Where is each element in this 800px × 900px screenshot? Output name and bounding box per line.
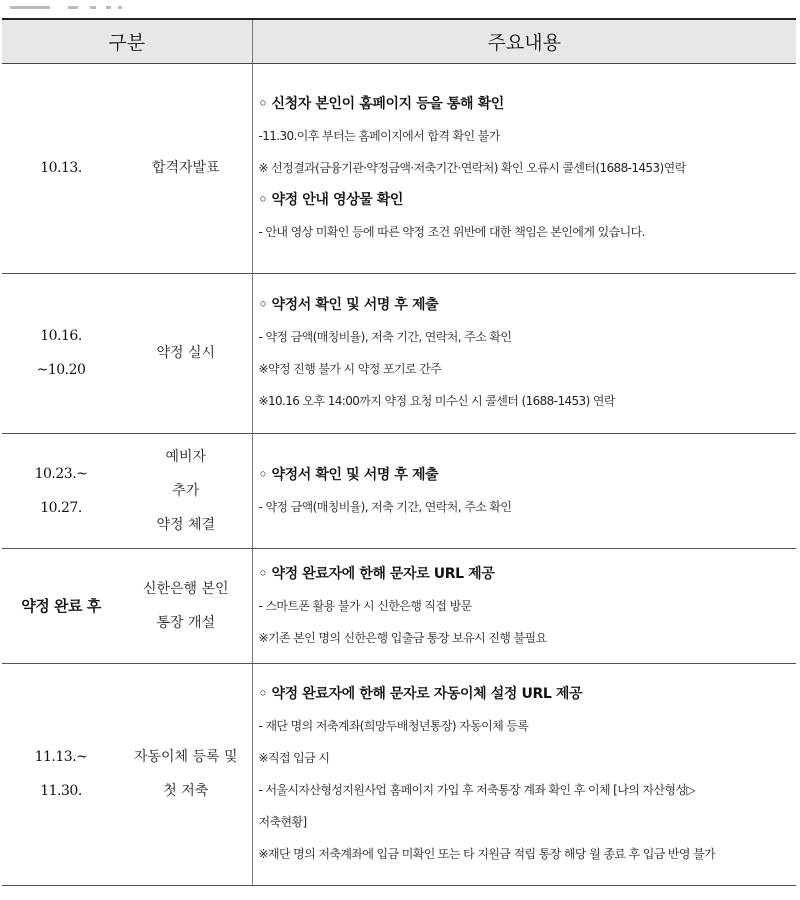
type-text: 자동이체 등록 및 [133, 749, 238, 765]
period-text: 10.16. [40, 328, 82, 344]
content-line: - 안내 영상 미확인 등에 따른 약정 조건 위반에 대한 책임은 본인에게 있습니다. [258, 225, 645, 239]
period-cell [2, 273, 120, 433]
period-text: 10.23.~ [34, 465, 88, 482]
period-cell [2, 663, 120, 885]
top-scrap-marks [10, 4, 150, 14]
period-cell [2, 63, 120, 273]
type-cell [120, 433, 252, 548]
content-line: -11.30.이후 부터는 홈페이지에서 합격 확인 불가 [258, 129, 500, 143]
header-category: 구분 [2, 19, 252, 63]
content-line: - 스마트폰 활용 불가 시 신한은행 직접 방문 [258, 598, 472, 613]
content-heading: ◦ 약정 완료자에 한해 문자로 URL 제공 [258, 565, 495, 582]
content-heading: ◦ 약정서 확인 및 서명 후 제출 [258, 297, 439, 313]
type-cell [120, 273, 252, 433]
content-line: - 약정 금액(매칭비율), 저축 기간, 연락처, 주소 확인 [258, 330, 512, 344]
type-text: 약정 체결 [156, 516, 216, 533]
table-row [2, 433, 796, 548]
content-cell [252, 548, 796, 663]
type-cell [120, 548, 252, 663]
content-line: ※직접 입금 시 [258, 751, 330, 765]
content-line: 저축현황] [258, 815, 307, 829]
period-cell [2, 548, 120, 663]
period-text: 약정 완료 후 [21, 596, 101, 615]
content-line: ※재단 명의 저축계좌에 입금 미확인 또는 타 지원금 적립 통장 해당 월 종료 후 입금 반영 불가 [258, 847, 716, 861]
content-heading: ◦ 약정 완료자에 한해 문자로 자동이체 설정 URL 제공 [258, 686, 583, 702]
type-text: 합격자발표 [151, 160, 220, 176]
content-line: - 서울시자산형성지원사업 홈페이지 가입 후 저축통장 계좌 확인 후 이체 [나의 자산형성▷ [258, 783, 696, 797]
period-text: 11.13.~ [34, 749, 88, 765]
type-cell [120, 663, 252, 885]
table-header-row [2, 19, 796, 63]
content-cell [252, 63, 796, 273]
type-cell [120, 63, 252, 273]
content-heading: ◦ 약정 안내 영상물 확인 [258, 192, 404, 208]
content-cell [252, 273, 796, 433]
schedule-table [2, 18, 796, 886]
type-text: 신한은행 본인 [142, 580, 229, 597]
period-text: 10.13. [40, 160, 82, 176]
content-line: - 재단 명의 저축계좌(희망두배청년통장) 자동이체 등록 [258, 719, 529, 733]
table-row [2, 273, 796, 433]
type-text: 통장 개설 [156, 614, 216, 631]
content-heading: ◦ 약정서 확인 및 서명 후 제출 [258, 466, 439, 483]
content-line: - 약정 금액(매칭비율), 저축 기간, 연락처, 주소 확인 [258, 499, 512, 514]
period-text: 11.30. [40, 783, 82, 799]
table-row [2, 63, 796, 273]
content-line: ※10.16 오후 14:00까지 약정 요청 미수신 시 콜센터 (1688-1453) 연락 [258, 394, 615, 408]
period-text: ~10.20 [36, 362, 86, 378]
content-heading: ◦ 신청자 본인이 홈페이지 등을 통해 확인 [258, 96, 504, 112]
header-main-content: 주요내용 [252, 19, 796, 63]
content-line: ※ 선정결과(금융기관·약정금액·저축기간·연락처) 확인 오류시 콜센터(1688-1453)연락 [258, 161, 686, 175]
period-text: 10.27. [40, 499, 82, 516]
table-row [2, 663, 796, 885]
content-cell [252, 663, 796, 885]
period-cell [2, 433, 120, 548]
table-row [2, 548, 796, 663]
content-cell [252, 433, 796, 548]
content-line: ※약정 진행 불가 시 약정 포기로 간주 [258, 362, 442, 376]
type-text: 예비자 [165, 448, 207, 465]
content-line: ※기존 본인 명의 신한은행 입출금 통장 보유시 진행 불필요 [258, 630, 547, 645]
type-text: 추가 [172, 482, 200, 499]
type-text: 약정 실시 [156, 345, 216, 361]
type-text: 첫 저축 [163, 783, 209, 799]
